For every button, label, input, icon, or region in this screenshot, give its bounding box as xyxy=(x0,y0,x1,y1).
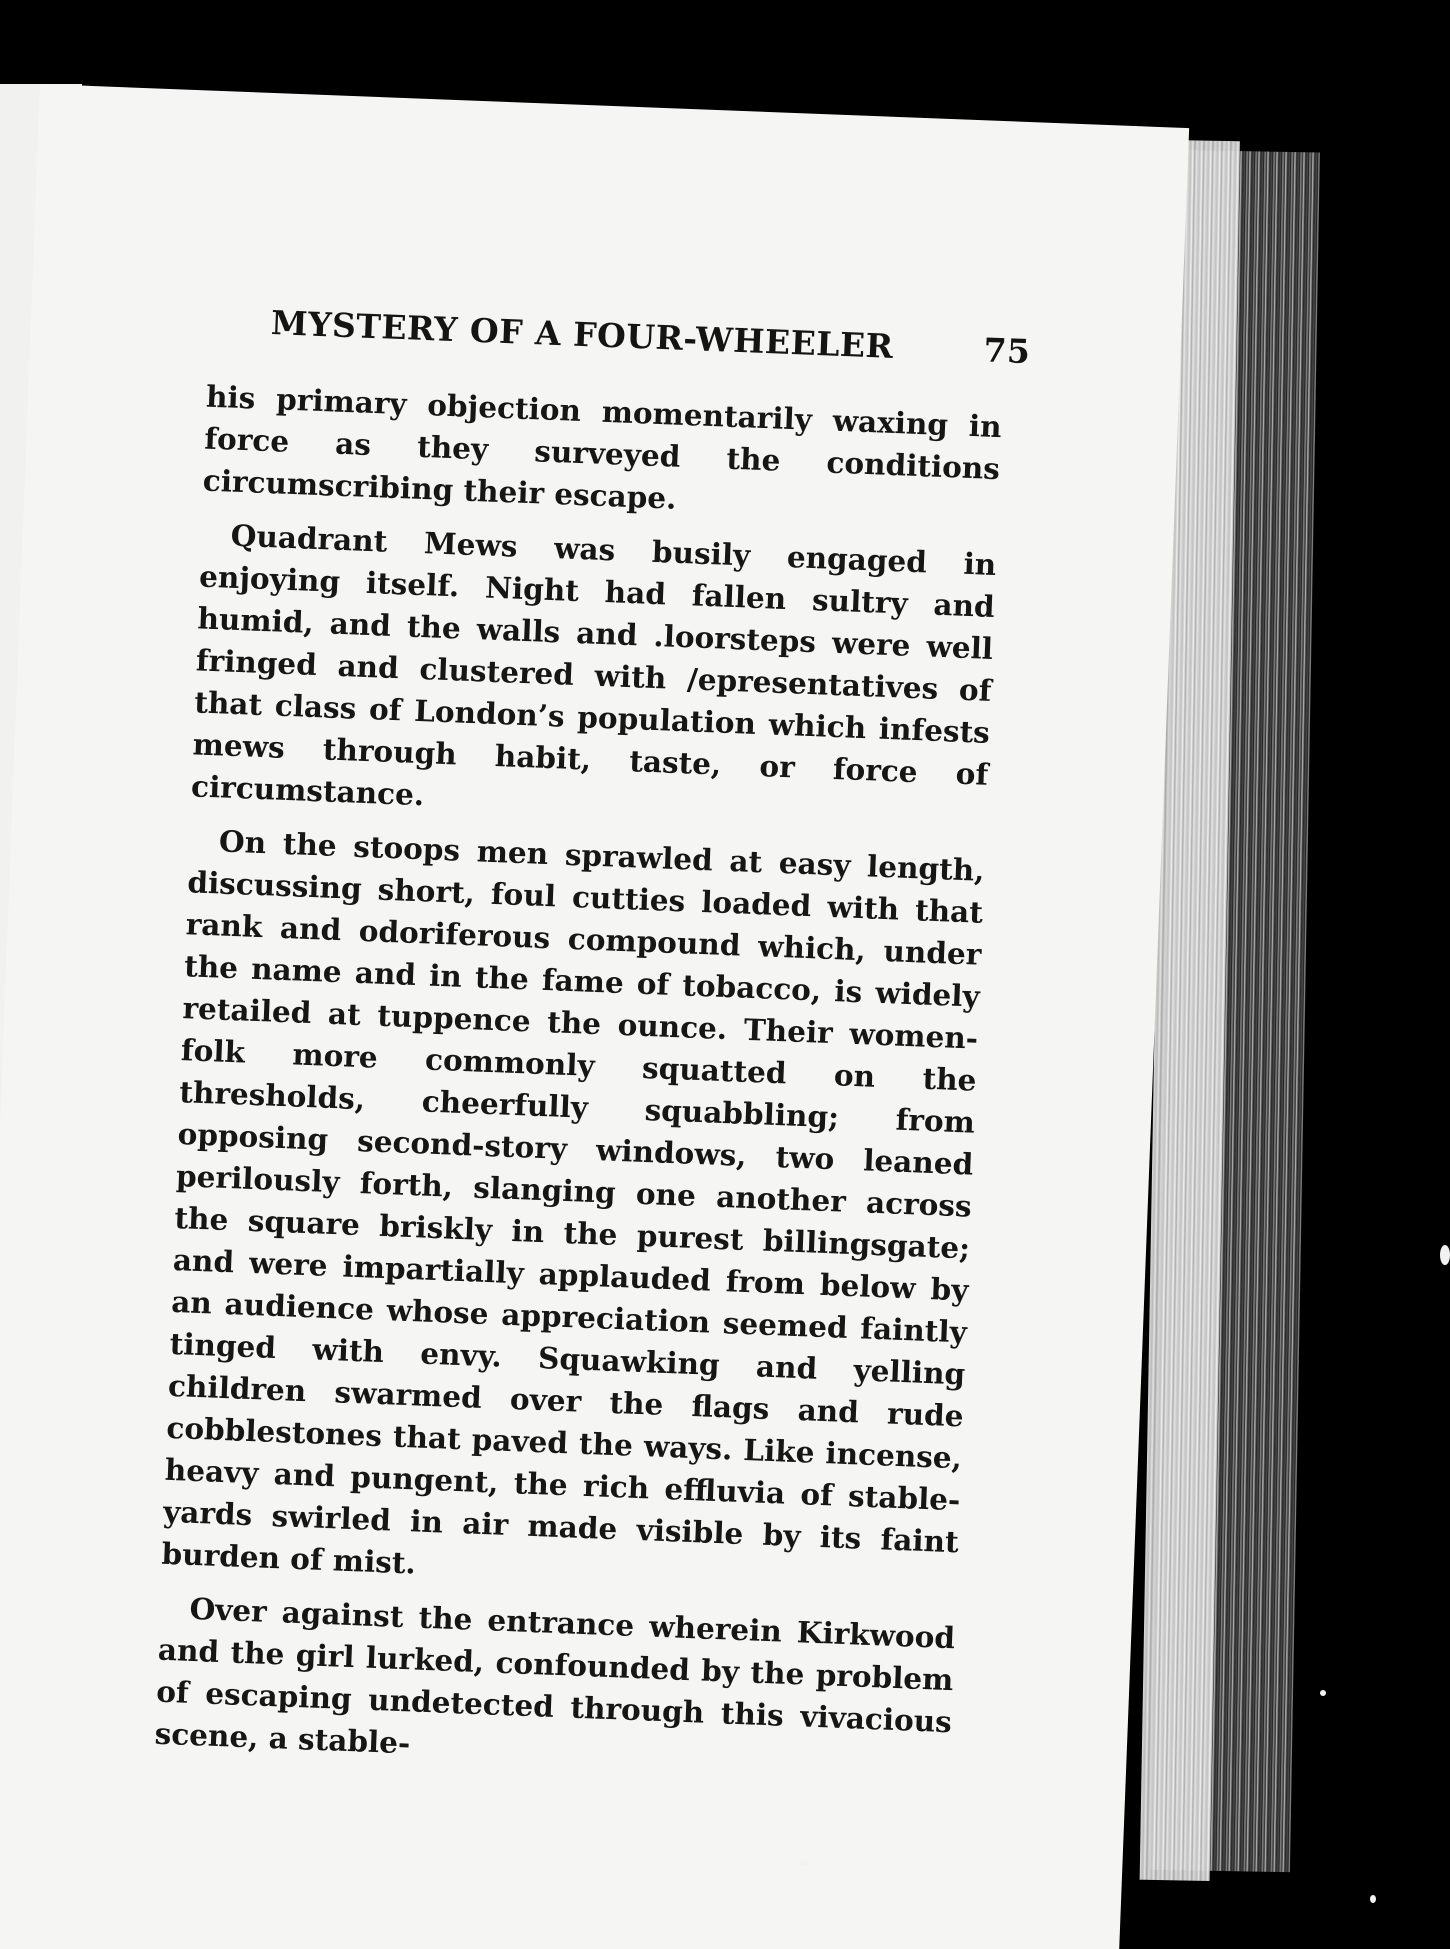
book-page xyxy=(0,84,1189,1949)
paragraph: his primary objection momentarily waxing in force as they surveyed the conditions circumscribing their escape. xyxy=(202,378,1003,516)
scan-speck xyxy=(1320,1690,1326,1696)
paragraph: Quadrant Mews was busily engaged in enjoying itself. Night had fallen sultry and humid, and the walls and .loorsteps were well fringed and clustered with /epresentatives of that class of London’s population which infests mews through habit, taste, or force of circumstance. xyxy=(190,517,997,813)
paragraph: On the stoops men sprawled at easy length, discussing short, foul cutties loaded with that rank and odoriferous compound which, under the name and in the fame of tobacco, is widely retailed at tuppence the ounce. Their women-folk more commonly squatted on the thresholds, cheerfully squabbling; from opposing second-story windows, two leaned perilously forth, slanging one another across the square briskly in the purest billingsgate; and were impartially applauded from below by an audience whose appreciation seemed faintly tinged with envy. Squawking and yelling children swarmed over the flags and rude cobblestones that paved the ways. Like incense, heavy and pungent, the rich effluvia of stable-yards swirled in air made visible by its faint burden of mist. xyxy=(161,823,986,1581)
scan-speck xyxy=(1440,1245,1450,1265)
page-body xyxy=(153,376,1002,1798)
paragraph: Over against the entrance wherein Kirkwood and the girl lurked, confounded by the problem of escaping undetected through this vivacious scene, a stable- xyxy=(154,1590,956,1761)
running-header xyxy=(269,303,1031,392)
scan-speck xyxy=(1370,1895,1376,1903)
page-number: 75 xyxy=(982,330,1032,372)
running-title: MYSTERY OF A FOUR-WHEELER xyxy=(270,303,895,366)
scan-speck xyxy=(800,1860,808,1866)
